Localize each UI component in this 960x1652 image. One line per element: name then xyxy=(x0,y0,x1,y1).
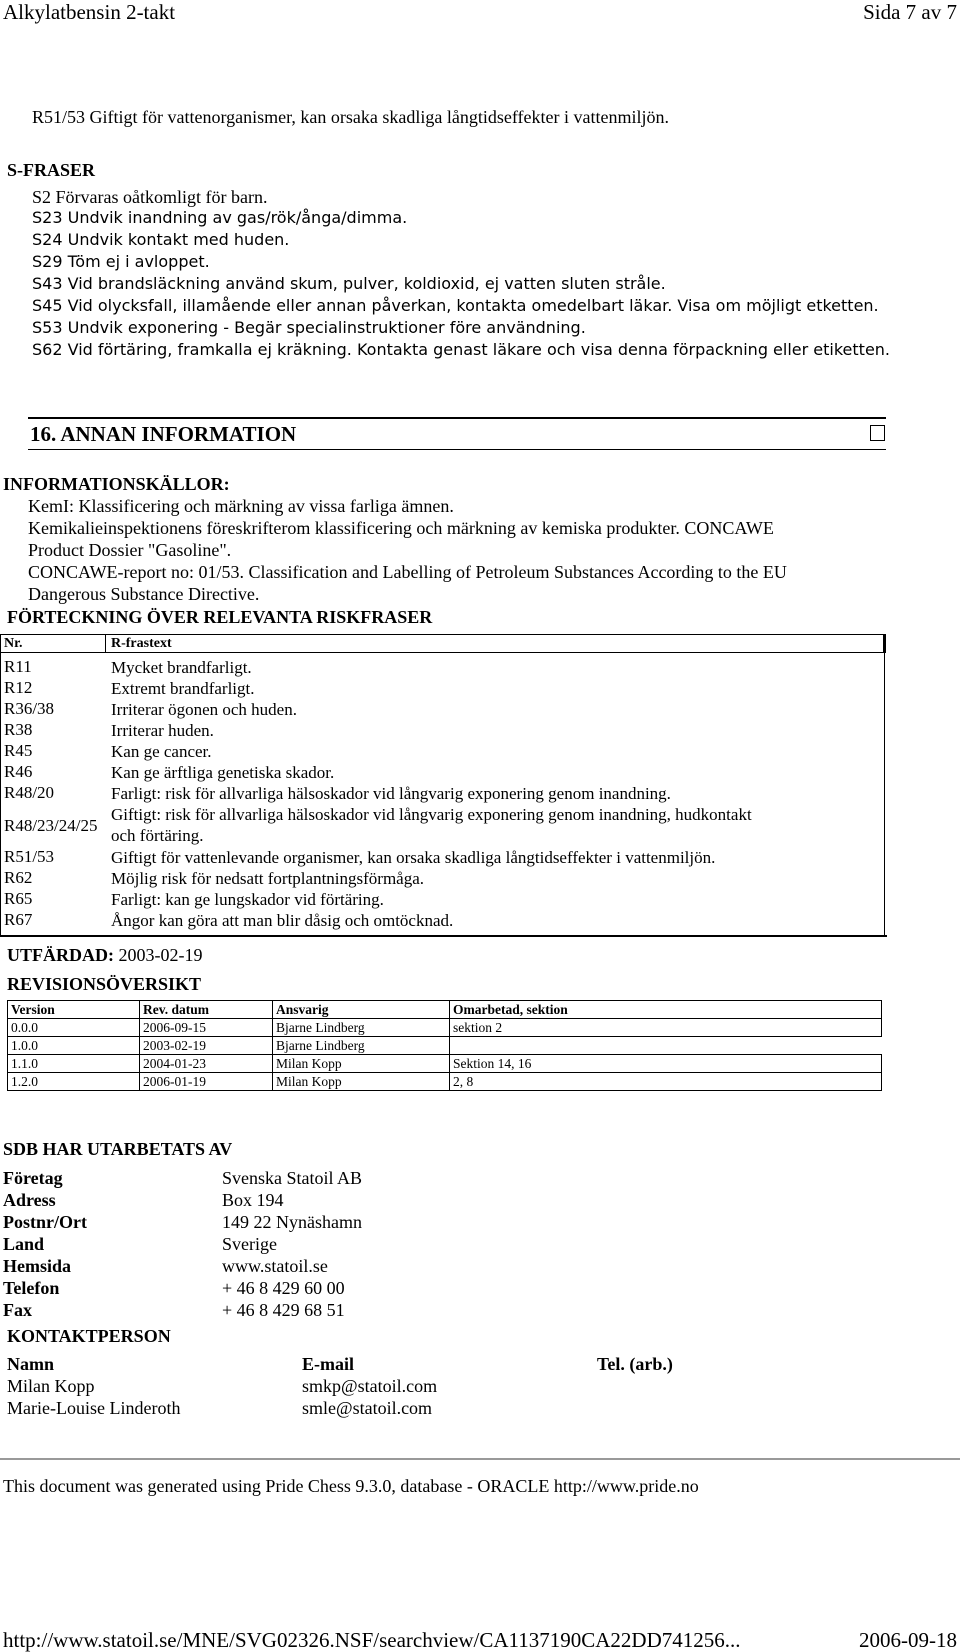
field-label: Telefon xyxy=(3,1278,60,1298)
field-value: Svenska Statoil AB xyxy=(222,1168,363,1188)
risk-code: R12 xyxy=(4,678,33,697)
table-cell: 1.1.0 xyxy=(8,1055,140,1073)
s-phrase: S62 Vid förtäring, framkalla ej kräkning. Kontakta genast läkare och visa denna förpackning eller etiketten. xyxy=(32,340,891,359)
field-label: Postnr/Ort xyxy=(3,1212,87,1232)
source-line: CONCAWE-report no: 01/53. Classification and Labelling of Petroleum Substances According to the EU xyxy=(28,562,787,582)
contact-name: Milan Kopp xyxy=(7,1376,95,1396)
risk-code: R38 xyxy=(4,720,33,739)
table-header-row xyxy=(8,1001,882,1019)
table-row xyxy=(8,1055,882,1073)
risk-code: R11 xyxy=(4,657,32,676)
risk-text-continued: och förtäring. xyxy=(111,826,204,845)
s-phrase: S45 Vid olycksfall, illamående eller annan påverkan, kontakta omedelbart läkar. Visa om möjligt etketten. xyxy=(32,296,879,315)
s-phrase: S53 Undvik exponering - Begär specialinstruktioner före användning. xyxy=(32,318,586,337)
field-value: Sverige xyxy=(222,1234,277,1254)
field-value: 149 22 Nynäshamn xyxy=(222,1212,362,1232)
s-phrase: S29 Töm ej i avloppet. xyxy=(32,252,210,271)
section-16-title: 16. ANNAN INFORMATION xyxy=(30,422,297,446)
table-shadow-edge xyxy=(883,634,886,653)
risk-code: R36/38 xyxy=(4,699,55,718)
r-phrase-intro: R51/53 Giftigt för vattenorganismer, kan orsaka skadliga långtidseffekter i vattenmiljön. xyxy=(32,107,669,127)
column-header: Omarbetad, sektion xyxy=(450,1001,882,1019)
table-header xyxy=(1,635,884,653)
table-cell: 2, 8 xyxy=(450,1073,882,1091)
field-value: www.statoil.se xyxy=(222,1256,328,1276)
risk-code: R65 xyxy=(4,889,33,908)
s-phrase: S2 Förvaras oåtkomligt för barn. xyxy=(32,187,268,207)
table-cell: Milan Kopp xyxy=(273,1073,450,1091)
contact-heading: KONTAKTPERSON xyxy=(7,1326,171,1346)
field-value: + 46 8 429 60 00 xyxy=(222,1278,345,1298)
s-phrase: S43 Vid brandsläckning använd skum, pulver, koldioxid, ej vatten sluten stråle. xyxy=(32,274,666,293)
risk-code: R46 xyxy=(4,762,33,781)
s-phrase: S23 Undvik inandning av gas/rök/ånga/dimma. xyxy=(32,208,408,227)
field-value: Box 194 xyxy=(222,1190,284,1210)
table-row xyxy=(8,1073,882,1091)
table-cell: Milan Kopp xyxy=(273,1055,450,1073)
field-label: Fax xyxy=(3,1300,32,1320)
contact-email: smle@statoil.com xyxy=(302,1398,433,1418)
table-row xyxy=(8,1019,882,1037)
risk-text: Kan ge ärftliga genetiska skador. xyxy=(111,763,335,782)
risk-text: Giftigt för vattenlevande organismer, kan orsaka skadliga långtidseffekter i vattenmiljön. xyxy=(111,848,716,867)
column-header-name: Namn xyxy=(7,1354,55,1374)
header-divider xyxy=(105,634,106,652)
contact-email: smkp@statoil.com xyxy=(302,1376,438,1396)
table-cell: 0.0.0 xyxy=(8,1019,140,1037)
column-header-text: R-frastext xyxy=(111,636,172,651)
risk-code: R62 xyxy=(4,868,33,887)
field-label: Företag xyxy=(3,1168,63,1188)
column-header: Ansvarig xyxy=(273,1001,450,1019)
risk-phrase-table xyxy=(0,634,885,936)
table-row xyxy=(8,1037,882,1055)
column-header: Rev. datum xyxy=(140,1001,273,1019)
risk-text: Irriterar huden. xyxy=(111,721,214,740)
footer-date: 2006-09-18 xyxy=(859,1628,957,1652)
risk-code: R48/23/24/25 xyxy=(4,816,98,835)
revision-table xyxy=(7,1000,882,1091)
table-shadow-edge xyxy=(0,935,887,937)
table-cell: Bjarne Lindberg xyxy=(273,1037,450,1055)
issued-date: 2003-02-19 xyxy=(118,945,203,965)
column-header-nr: Nr. xyxy=(4,636,23,651)
section-bottom-rule xyxy=(28,449,886,450)
field-value: + 46 8 429 68 51 xyxy=(222,1300,345,1320)
s-fraser-heading: S-FRASER xyxy=(7,160,96,180)
risk-text: Giftigt: risk för allvarliga hälsoskador vid långvarig exponering genom inandning, hudkontakt xyxy=(111,805,752,824)
sources-heading: INFORMATIONSKÄLLOR: xyxy=(3,474,230,494)
risk-text: Extremt brandfarligt. xyxy=(111,679,255,698)
table-cell: sektion 2 xyxy=(450,1019,882,1037)
sdb-heading: SDB HAR UTARBETATS AV xyxy=(3,1139,233,1159)
source-line: KemI: Klassificering och märkning av vissa farliga ämnen. xyxy=(28,496,454,516)
column-header: Version xyxy=(8,1001,140,1019)
field-label: Adress xyxy=(3,1190,56,1210)
source-line: Kemikalieinspektionens föreskrifterom klassificering och märkning av kemiska produkter. CONCAWE xyxy=(28,518,774,538)
table-cell: 2006-09-15 xyxy=(140,1019,273,1037)
field-label: Land xyxy=(3,1234,45,1254)
table-cell: 2004-01-23 xyxy=(140,1055,273,1073)
contact-name: Marie-Louise Linderoth xyxy=(7,1398,181,1418)
risk-text: Möjlig risk för nedsatt fortplantningsförmåga. xyxy=(111,869,425,888)
column-header-phone: Tel. (arb.) xyxy=(597,1354,673,1374)
risk-text: Farligt: risk för allvarliga hälsoskador vid långvarig exponering genom inandning. xyxy=(111,784,671,803)
field-label: Hemsida xyxy=(3,1256,72,1276)
table-cell: 2006-01-19 xyxy=(140,1073,273,1091)
page-number: Sida 7 av 7 xyxy=(863,0,957,24)
source-line: Dangerous Substance Directive. xyxy=(28,584,260,604)
footer-url: http://www.statoil.se/MNE/SVG02326.NSF/searchview/CA1137190CA22DD741256... xyxy=(3,1628,741,1652)
risk-code: R48/20 xyxy=(4,783,55,802)
s-phrase: S24 Undvik kontakt med huden. xyxy=(32,230,290,249)
footer-rule xyxy=(0,1458,960,1460)
risk-text: Farligt: kan ge lungskador vid förtäring. xyxy=(111,890,384,909)
risk-text: Irriterar ögonen och huden. xyxy=(111,700,297,719)
risk-phrases-heading: FÖRTECKNING ÖVER RELEVANTA RISKFRASER xyxy=(7,607,433,627)
table-cell: 1.0.0 xyxy=(8,1037,140,1055)
table-cell: Bjarne Lindberg xyxy=(273,1019,450,1037)
source-line: Product Dossier "Gasoline". xyxy=(28,540,232,560)
table-cell: 1.2.0 xyxy=(8,1073,140,1091)
generated-note: This document was generated using Pride Chess 9.3.0, database - ORACLE http://www.pride.no xyxy=(3,1476,699,1496)
revision-heading: REVISIONSÖVERSIKT xyxy=(7,974,202,994)
table-cell: 2003-02-19 xyxy=(140,1037,273,1055)
table-cell: Sektion 14, 16 xyxy=(450,1055,882,1073)
checkbox[interactable] xyxy=(870,425,885,441)
section-top-rule xyxy=(28,417,886,419)
risk-text: Kan ge cancer. xyxy=(111,742,212,761)
issued-line xyxy=(7,946,203,964)
risk-code: R45 xyxy=(4,741,33,760)
column-header-email: E-mail xyxy=(302,1354,354,1374)
issued-label: UTFÄRDAD: xyxy=(7,945,114,965)
risk-text: Ångor kan göra att man blir dåsig och omtöcknad. xyxy=(111,911,454,930)
table-cell xyxy=(450,1037,882,1055)
document-title: Alkylatbensin 2-takt xyxy=(3,0,176,24)
risk-code: R51/53 xyxy=(4,847,55,866)
risk-text: Mycket brandfarligt. xyxy=(111,658,252,677)
risk-code: R67 xyxy=(4,910,33,929)
